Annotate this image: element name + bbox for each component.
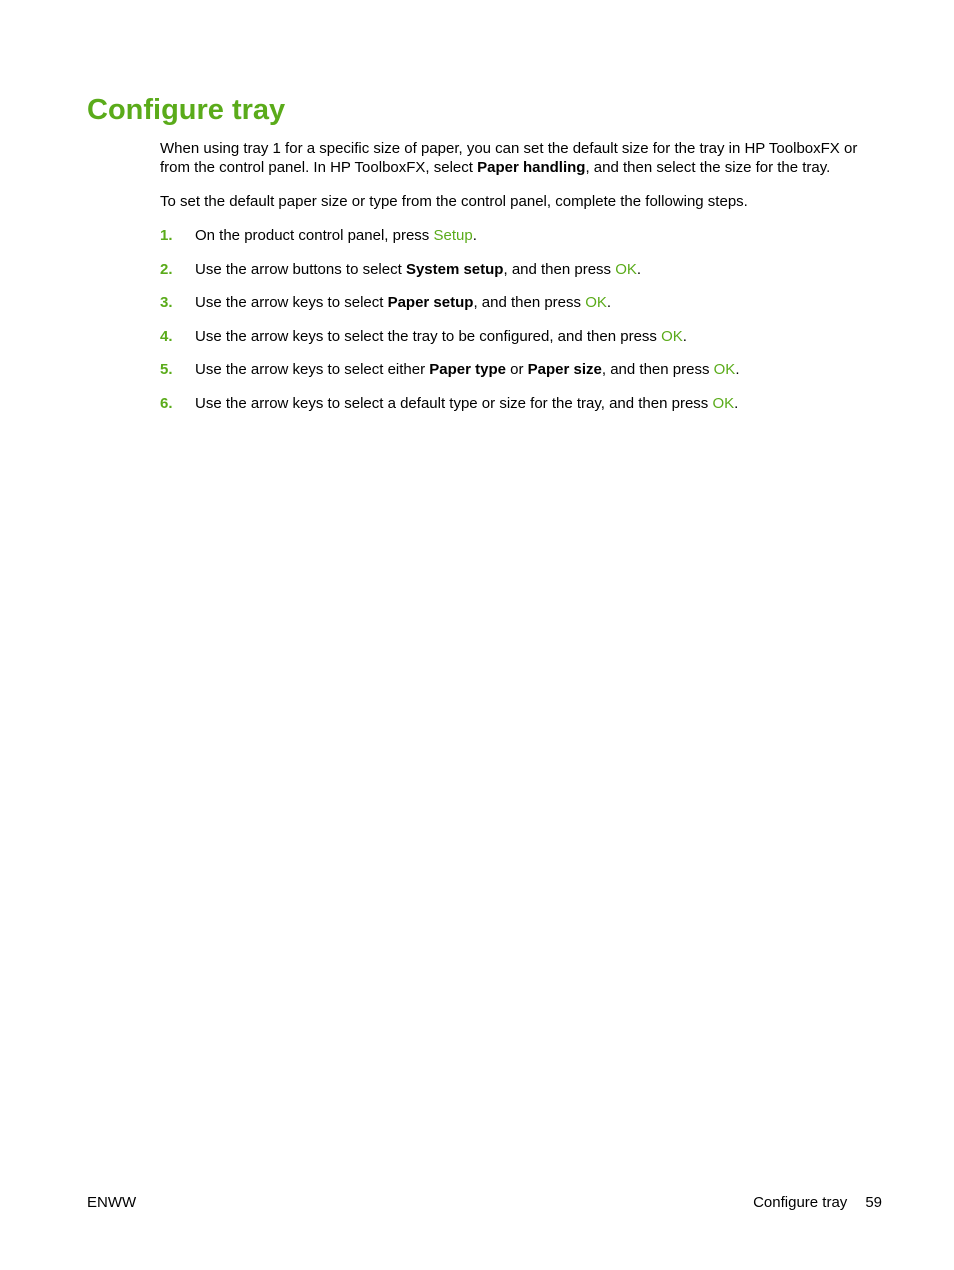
- intro-paragraph: [160, 139, 890, 177]
- menu-term: Paper type: [429, 361, 506, 379]
- step-number: 2.: [160, 260, 173, 278]
- control-key-ok: OK: [712, 394, 735, 412]
- step-text: , and then press: [473, 294, 586, 312]
- step-end: .: [606, 294, 612, 312]
- step-text: On the product control panel, press: [195, 227, 434, 244]
- step-end: .: [735, 361, 740, 379]
- main-content: [160, 139, 890, 428]
- step-number: 5.: [160, 361, 173, 379]
- step-text: Use the arrow keys to select the tray to be configured, and then press: [195, 327, 662, 345]
- step-end: .: [636, 260, 642, 278]
- paper-handling-term: Paper handling: [477, 159, 586, 176]
- step-number: 6.: [160, 394, 173, 412]
- menu-term: Paper size: [527, 361, 602, 379]
- control-key-ok: OK: [615, 260, 637, 278]
- step-text: , and then press: [503, 260, 616, 278]
- step-text: Use the arrow keys to select a default type or size for the tray, and then press: [195, 394, 713, 412]
- steps-intro-paragraph: To set the default paper size or type from the control panel, complete the following steps.: [160, 193, 748, 210]
- step-text: Use the arrow buttons to select: [195, 260, 406, 278]
- control-key-ok: OK: [661, 327, 683, 345]
- step-item: [160, 226, 890, 245]
- control-key-setup: Setup: [433, 227, 473, 244]
- step-end: .: [472, 227, 477, 244]
- footer-page-info: [753, 1193, 882, 1212]
- step-item: [160, 260, 890, 279]
- intro-text-b: , and then select the size for the tray.: [585, 159, 831, 176]
- step-text: , and then press: [601, 361, 714, 379]
- steps-list: [160, 226, 890, 413]
- footer-section-title: Configure tray: [753, 1194, 848, 1211]
- step-end: .: [682, 327, 687, 345]
- intro-text-a: When using tray 1 for a specific size of paper, you can set the default size for the tray in HP ToolboxFX or from the control panel. In HP ToolboxFX, select: [160, 140, 858, 176]
- page-title: Configure tray: [87, 94, 286, 126]
- step-item: [160, 360, 890, 379]
- control-key-ok: OK: [585, 294, 607, 312]
- control-key-ok: OK: [713, 361, 736, 379]
- page-number: 59: [865, 1194, 882, 1211]
- footer-label: ENWW: [87, 1194, 137, 1211]
- step-item: [160, 293, 890, 312]
- step-number: 1.: [160, 227, 173, 244]
- step-text: Use the arrow keys to select either: [195, 361, 430, 379]
- step-number: 3.: [160, 294, 173, 312]
- menu-term: Paper setup: [387, 294, 474, 312]
- step-item: [160, 394, 890, 413]
- step-item: [160, 327, 890, 346]
- step-number: 4.: [160, 327, 173, 345]
- step-end: .: [734, 394, 739, 412]
- menu-term: System setup: [405, 260, 504, 278]
- step-text: or: [505, 361, 528, 379]
- step-text: Use the arrow keys to select: [195, 294, 388, 312]
